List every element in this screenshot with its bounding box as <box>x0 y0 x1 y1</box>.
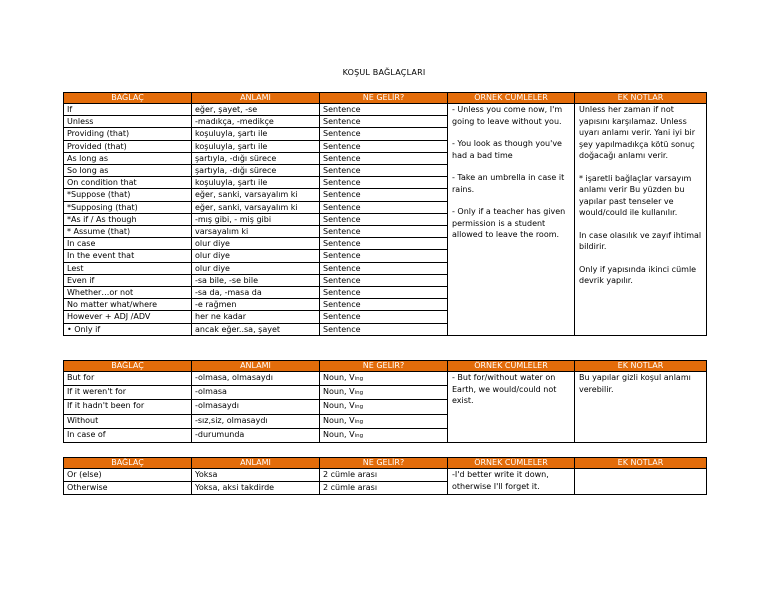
conjunction-cell: Provided (that) <box>64 140 192 152</box>
what-follows-cell: Sentence <box>320 140 448 152</box>
meaning-cell: ancak eğer..sa, şayet <box>192 323 320 335</box>
meaning-cell: varsayalım ki <box>192 226 320 238</box>
conjunction-cell: So long as <box>64 165 192 177</box>
meaning-cell: olur diye <box>192 238 320 250</box>
conjunction-cell: In case of <box>64 428 192 442</box>
what-follows-cell: Sentence <box>320 116 448 128</box>
header-baglac: BAĞLAÇ <box>64 458 192 469</box>
header-ornek-cumleler: ÖRNEK CÜMLELER <box>448 458 575 469</box>
notes-cell <box>575 104 707 336</box>
examples-cell <box>448 469 575 495</box>
what-follows-cell: Sentence <box>320 299 448 311</box>
conjunction-cell: Lest <box>64 262 192 274</box>
meaning-cell: eğer, şayet, -se <box>192 104 320 116</box>
conjunction-cell: In the event that <box>64 250 192 262</box>
what-follows-cell: Sentence <box>320 262 448 274</box>
meaning-cell: -e rağmen <box>192 299 320 311</box>
what-follows-cell: Sentence <box>320 250 448 262</box>
otherwise-table <box>63 457 707 495</box>
meaning-cell: şartıyla, -dığı sürece <box>192 165 320 177</box>
conjunction-cell: If it weren't for <box>64 386 192 400</box>
note-paragraph: In case olasılık ve zayıf ihtimal bildirir. <box>579 230 702 251</box>
note-paragraph: Bu yapılar gizli koşul anlamı verebilir. <box>579 373 691 394</box>
example-sentence: - Only if a teacher has given permission is a student allowed to leave the room. <box>452 207 566 239</box>
meaning-cell: şartıyla, -dığı sürece <box>192 152 320 164</box>
example-sentence: - Unless you come now, I'm going to leave without you. <box>452 105 563 126</box>
example-sentence: - But for/without water on Earth, we would/could not exist. <box>452 373 557 405</box>
header-ek-notlar: EK NOTLAR <box>575 361 707 372</box>
what-follows-cell: Sentence <box>320 213 448 225</box>
what-follows-cell: 2 cümle arası <box>320 482 448 495</box>
examples-cell <box>448 104 575 336</box>
conditional-conjunctions-table <box>63 92 707 336</box>
conjunction-cell: If <box>64 104 192 116</box>
note-paragraph: * işaretli bağlaçlar varsayım anlamı verir Bu yüzden bu yapılar past tenseler ve would/could ile kullanılır. <box>579 173 692 217</box>
what-follows-cell: Sentence <box>320 189 448 201</box>
examples-cell <box>448 372 575 443</box>
conjunction-cell: *As if / As though <box>64 213 192 225</box>
what-follows-cell: Sentence <box>320 226 448 238</box>
meaning-cell: Yoksa <box>192 469 320 482</box>
ing-subscript: ing <box>354 418 364 425</box>
what-follows-cell <box>320 386 448 400</box>
table-row <box>64 372 707 386</box>
meaning-cell: -durumunda <box>192 428 320 442</box>
meaning-cell: eğer, sanki, varsayalım ki <box>192 189 320 201</box>
what-follows-cell: 2 cümle arası <box>320 469 448 482</box>
note-paragraph: Unless her zaman if not yapısını karşılamaz. Unless uyarı anlamı verir. Yani iyi bir şey yapılmadıkça kötü sonuç doğacağı anlamı verir. <box>579 105 696 160</box>
what-follows-cell: Sentence <box>320 177 448 189</box>
header-ek-notlar: EK NOTLAR <box>575 458 707 469</box>
example-sentence: - You look as though you've had a bad time <box>452 139 562 160</box>
conjunction-cell: But for <box>64 372 192 386</box>
meaning-cell: her ne kadar <box>192 311 320 323</box>
conjunction-cell: As long as <box>64 152 192 164</box>
conjunction-cell: * Assume (that) <box>64 226 192 238</box>
conjunction-cell: • Only if <box>64 323 192 335</box>
what-follows-cell: Sentence <box>320 128 448 140</box>
meaning-cell: -mış gibi, - miş gibi <box>192 213 320 225</box>
conjunction-cell: However + ADJ /ADV <box>64 311 192 323</box>
what-follows-cell <box>320 400 448 414</box>
header-ne-gelir: NE GELİR? <box>320 361 448 372</box>
meaning-cell: -sa da, -masa da <box>192 287 320 299</box>
what-follows-cell <box>320 428 448 442</box>
what-follows-cell: Sentence <box>320 104 448 116</box>
conjunction-cell: No matter what/where <box>64 299 192 311</box>
ing-subscript: ing <box>354 404 364 411</box>
meaning-cell: olur diye <box>192 250 320 262</box>
meaning-cell: -sa bile, -se bile <box>192 274 320 286</box>
meaning-cell: -sız,siz, olmasaydı <box>192 414 320 428</box>
noun-ving-label: Noun, V <box>323 373 355 382</box>
table-row <box>64 104 707 116</box>
header-ne-gelir: NE GELİR? <box>320 93 448 104</box>
table-row <box>64 469 707 482</box>
meaning-cell: koşuluyla, şartı ile <box>192 177 320 189</box>
header-ek-notlar: EK NOTLAR <box>575 93 707 104</box>
header-ornek-cumleler: ÖRNEK CÜMLELER <box>448 361 575 372</box>
conjunction-cell: Providing (that) <box>64 128 192 140</box>
conjunction-cell: In case <box>64 238 192 250</box>
header-baglac: BAĞLAÇ <box>64 361 192 372</box>
meaning-cell: koşuluyla, şartı ile <box>192 140 320 152</box>
meaning-cell: -olmasaydı <box>192 400 320 414</box>
conjunction-cell: Even if <box>64 274 192 286</box>
meaning-cell: -olmasa <box>192 386 320 400</box>
conjunction-cell: Otherwise <box>64 482 192 495</box>
example-sentence: - Take an umbrella in case it rains. <box>452 173 565 194</box>
conjunction-cell: Whether…or not <box>64 287 192 299</box>
conjunction-cell: *Suppose (that) <box>64 189 192 201</box>
notes-cell <box>575 469 707 495</box>
example-sentence: -I'd better write it down, otherwise I'll forget it. <box>452 470 549 491</box>
header-ne-gelir: NE GELİR? <box>320 458 448 469</box>
conjunction-cell: Without <box>64 414 192 428</box>
conjunction-cell: If it hadn't been for <box>64 400 192 414</box>
notes-cell <box>575 372 707 443</box>
conjunction-cell: Unless <box>64 116 192 128</box>
conjunction-cell: *Supposing (that) <box>64 201 192 213</box>
conjunction-cell: On condition that <box>64 177 192 189</box>
what-follows-cell: Sentence <box>320 311 448 323</box>
header-baglac: BAĞLAÇ <box>64 93 192 104</box>
noun-ving-label: Noun, V <box>323 401 355 411</box>
what-follows-cell: Sentence <box>320 165 448 177</box>
meaning-cell: koşuluyla, şartı ile <box>192 128 320 140</box>
header-anlami: ANLAMI <box>192 361 320 372</box>
header-anlami: ANLAMI <box>192 458 320 469</box>
noun-ving-label: Noun, V <box>323 415 355 425</box>
what-follows-cell <box>320 414 448 428</box>
what-follows-cell: Sentence <box>320 238 448 250</box>
ing-subscript: ing <box>354 390 364 397</box>
meaning-cell: eğer, sanki, varsayalım ki <box>192 201 320 213</box>
document-title: KOŞUL BAĞLAÇLARI <box>342 68 426 77</box>
what-follows-cell <box>320 372 448 386</box>
hidden-conditional-table <box>63 360 707 443</box>
what-follows-cell: Sentence <box>320 274 448 286</box>
what-follows-cell: Sentence <box>320 152 448 164</box>
header-anlami: ANLAMI <box>192 93 320 104</box>
what-follows-cell: Sentence <box>320 201 448 213</box>
what-follows-cell: Sentence <box>320 287 448 299</box>
meaning-cell: -madıkça, -medikçe <box>192 116 320 128</box>
what-follows-cell: Sentence <box>320 323 448 335</box>
noun-ving-label: Noun, V <box>323 429 355 439</box>
header-ornek-cumleler: ÖRNEK CÜMLELER <box>448 93 575 104</box>
ing-subscript: ing <box>354 432 364 439</box>
note-paragraph: Only if yapısında ikinci cümle devrik yapılır. <box>579 264 697 285</box>
meaning-cell: Yoksa, aksi takdirde <box>192 482 320 495</box>
ing-subscript: ing <box>354 376 364 382</box>
meaning-cell: olur diye <box>192 262 320 274</box>
conjunction-cell: Or (else) <box>64 469 192 482</box>
noun-ving-label: Noun, V <box>323 387 355 397</box>
meaning-cell: -olmasa, olmasaydı <box>192 372 320 386</box>
